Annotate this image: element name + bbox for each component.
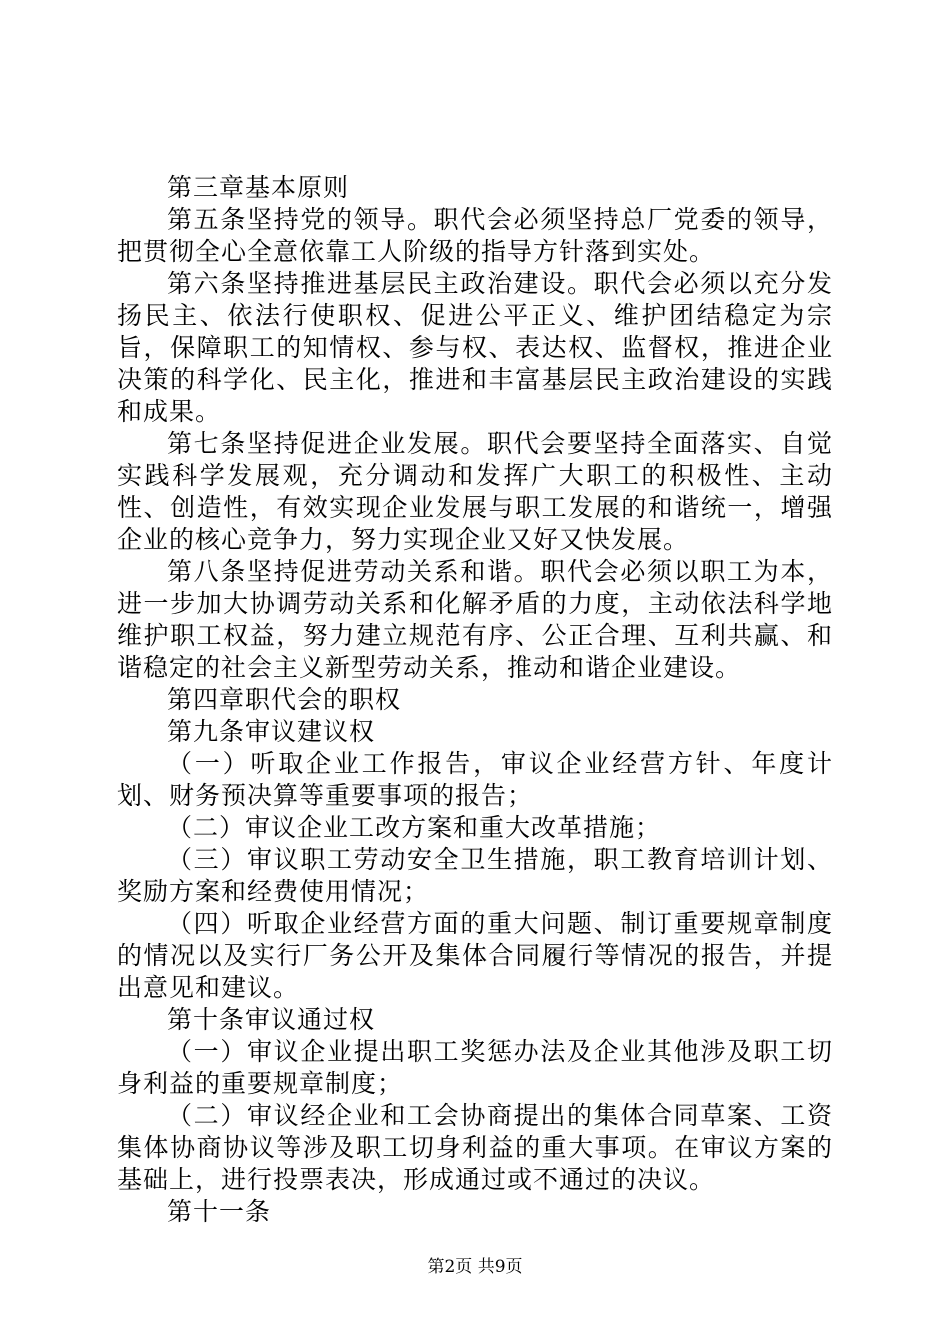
article-paragraph: 第八条坚持促进劳动关系和谐。职代会必须以职工为本，进一步加大协调劳动关系和化解矛盾的力度，主动依法科学地维护职工权益，努力建立规范有序、公正合理、互利共赢、和谐稳定的社会主义新型劳动关系，推动和谐企业建设。 xyxy=(117,557,833,682)
article-paragraph: 第七条坚持促进企业发展。职代会要坚持全面落实、自觉实践科学发展观，充分调动和发挥广大职工的积极性、主动性、创造性，有效实现企业发展与职工发展的和谐统一，增强企业的核心竞争力，努力实现企业又好又快发展。 xyxy=(117,429,833,554)
list-item: （一）审议企业提出职工奖惩办法及企业其他涉及职工切身利益的重要规章制度； xyxy=(117,1037,833,1098)
document-body xyxy=(117,172,833,1228)
article-heading: 第十条审议通过权 xyxy=(167,1005,376,1034)
list-item: （三）审议职工劳动安全卫生措施，职工教育培训计划、奖励方案和经费使用情况； xyxy=(117,845,833,906)
article-heading: 第十一条 xyxy=(167,1197,272,1226)
chapter-heading: 第三章基本原则 xyxy=(167,173,350,202)
list-item: （四）听取企业经营方面的重大问题、制订重要规章制度的情况以及实行厂务公开及集体合同履行等情况的报告，并提出意见和建议。 xyxy=(117,909,833,1002)
article-paragraph: 第六条坚持推进基层民主政治建设。职代会必须以充分发扬民主、依法行使职权、促进公平正义、维护团结稳定为宗旨，保障职工的知情权、参与权、表达权、监督权，推进企业决策的科学化、民主化，推进和丰富基层民主政治建设的实践和成果。 xyxy=(117,269,833,426)
list-item: （二）审议企业工改方案和重大改革措施； xyxy=(167,813,662,842)
article-paragraph: 第五条坚持党的领导。职代会必须坚持总厂党委的领导，把贯彻全心全意依靠工人阶级的指导方针落到实处。 xyxy=(117,205,833,266)
chapter-heading: 第四章职代会的职权 xyxy=(167,685,402,714)
page-number: 第2页 共9页 xyxy=(427,1257,523,1277)
list-item: （二）审议经企业和工会协商提出的集体合同草案、工资集体协商协议等涉及职工切身利益的重大事项。在审议方案的基础上，进行投票表决，形成通过或不通过的决议。 xyxy=(117,1101,833,1194)
list-item: （一）听取企业工作报告，审议企业经营方针、年度计划、财务预决算等重要事项的报告； xyxy=(117,749,833,810)
article-heading: 第九条审议建议权 xyxy=(167,717,376,746)
